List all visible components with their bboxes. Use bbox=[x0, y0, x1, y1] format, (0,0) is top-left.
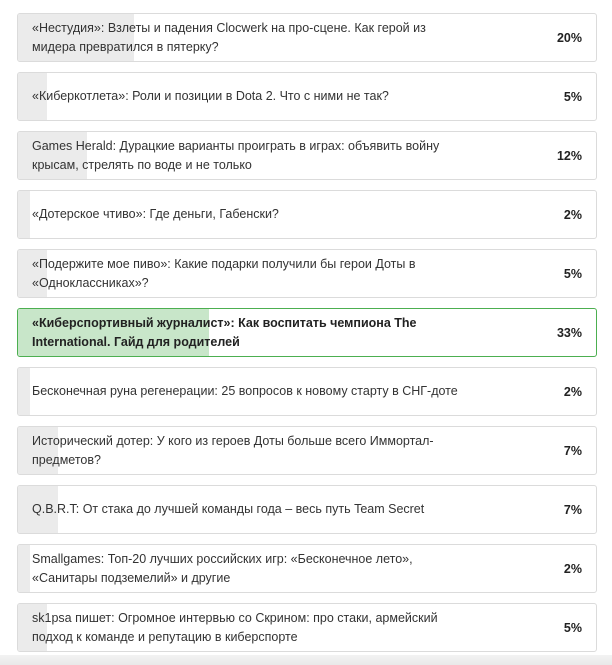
option-label: «Киберспортивный журналист»: Как воспитать чемпиона The International. Гайд для родителей bbox=[32, 315, 417, 349]
poll-option-row[interactable] bbox=[17, 13, 597, 62]
option-label: Q.B.R.T: От стака до лучшей команды года – весь путь Team Secret bbox=[32, 502, 425, 516]
option-label: sk1psa пишет: Огромное интервью со Скрином: про стаки, армейский подход к команде и репутацию в киберспорте bbox=[32, 610, 438, 644]
option-label: «Подержите мое пиво»: Какие подарки получили бы герои Доты в «Одноклассниках»? bbox=[32, 256, 416, 290]
option-percent: 20% bbox=[556, 30, 582, 45]
poll-option-row[interactable] bbox=[17, 426, 597, 475]
option-label: «Дотерское чтиво»: Где деньги, Габенски? bbox=[32, 207, 279, 221]
poll-option-row[interactable] bbox=[17, 485, 597, 534]
option-percent: 2% bbox=[563, 561, 582, 576]
option-percent: 2% bbox=[563, 207, 582, 222]
option-percent: 5% bbox=[563, 89, 582, 104]
option-percent: 5% bbox=[563, 266, 582, 281]
poll-option-row[interactable] bbox=[17, 367, 597, 416]
option-percent: 7% bbox=[563, 502, 582, 517]
option-label: Исторический дотер: У кого из героев Доты больше всего Иммортал-предметов? bbox=[32, 433, 434, 467]
option-label: «Киберкотлета»: Роли и позиции в Dota 2. Что с ними не так? bbox=[32, 89, 389, 103]
poll-option-row[interactable] bbox=[17, 131, 597, 180]
option-label: Бесконечная руна регенерации: 25 вопросов к новому старту в СНГ-доте bbox=[32, 384, 458, 398]
poll-option-row-selected[interactable] bbox=[17, 308, 597, 357]
page-bottom-strip bbox=[0, 655, 612, 665]
poll-option-row[interactable] bbox=[17, 72, 597, 121]
option-percent: 7% bbox=[563, 443, 582, 458]
option-label: «Нестудия»: Взлеты и падения Clocwerk на про-сцене. Как герой из мидера превратился в пятерку? bbox=[32, 20, 426, 54]
option-label: Smallgames: Топ-20 лучших российских игр: «Бесконечное лето», «Санитары подземелий» и другие bbox=[32, 551, 413, 585]
option-label: Games Herald: Дурацкие варианты проиграть в играх: объявить войну крысам, стрелять по воде и не только bbox=[32, 138, 440, 172]
option-percent: 2% bbox=[563, 384, 582, 399]
poll-option-row[interactable] bbox=[17, 249, 597, 298]
poll-option-row[interactable] bbox=[17, 190, 597, 239]
poll-option-row[interactable] bbox=[17, 544, 597, 593]
option-percent: 12% bbox=[556, 148, 582, 163]
poll-option-row[interactable] bbox=[17, 603, 597, 652]
option-percent: 33% bbox=[556, 325, 582, 340]
option-percent: 5% bbox=[563, 620, 582, 635]
